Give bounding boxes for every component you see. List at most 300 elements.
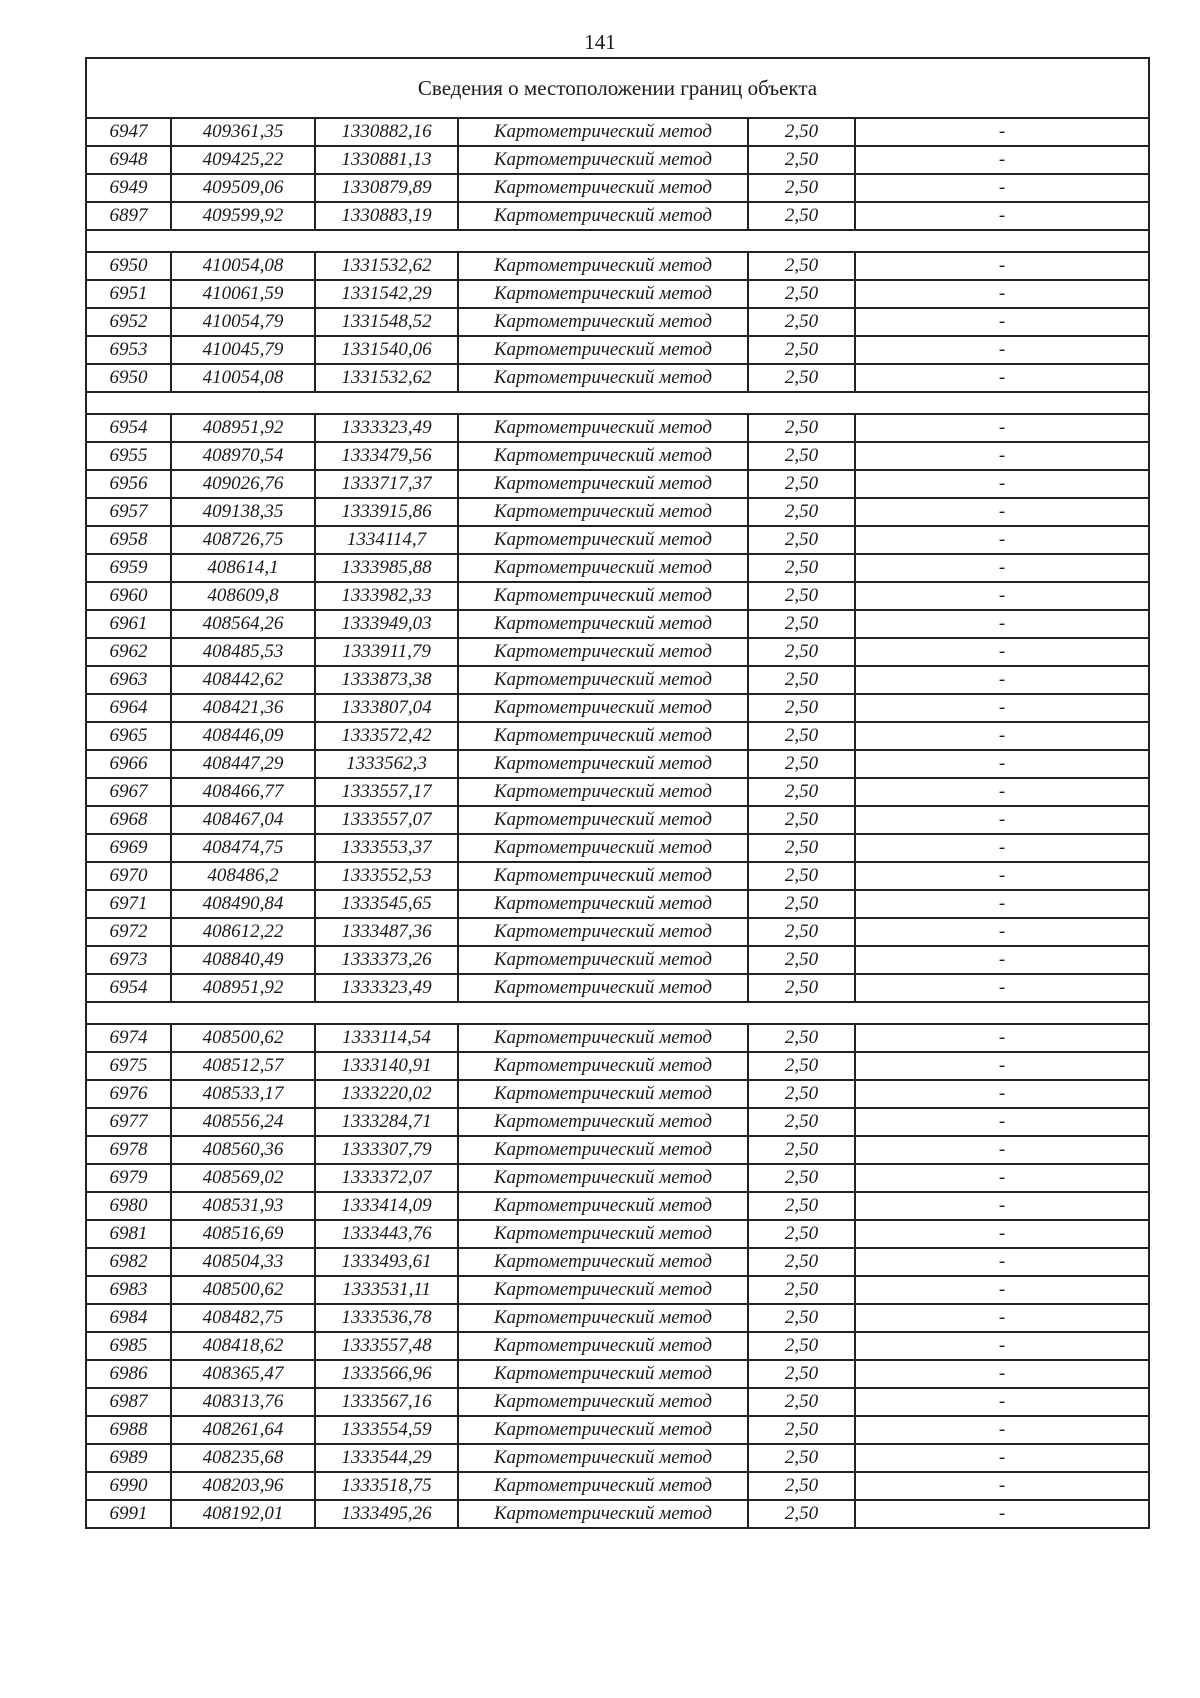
y-coordinate-cell: 1333557,48 (315, 1332, 458, 1360)
x-coordinate-cell: 410054,08 (171, 364, 315, 392)
point-number-cell: 6957 (86, 498, 171, 526)
table-row (86, 336, 1149, 364)
y-coordinate-cell: 1333114,54 (315, 1024, 458, 1052)
table-row (86, 414, 1149, 442)
x-coordinate-cell: 408531,93 (171, 1192, 315, 1220)
accuracy-cell: 2,50 (748, 202, 855, 230)
x-coordinate-cell: 408482,75 (171, 1304, 315, 1332)
accuracy-cell: 2,50 (748, 1304, 855, 1332)
y-coordinate-cell: 1333873,38 (315, 666, 458, 694)
y-coordinate-cell: 1333562,3 (315, 750, 458, 778)
accuracy-cell: 2,50 (748, 1192, 855, 1220)
x-coordinate-cell: 408442,62 (171, 666, 315, 694)
x-coordinate-cell: 408504,33 (171, 1248, 315, 1276)
accuracy-cell: 2,50 (748, 666, 855, 694)
accuracy-cell: 2,50 (748, 1108, 855, 1136)
method-cell: Картометрический метод (458, 1080, 748, 1108)
description-cell: - (855, 1304, 1149, 1332)
description-cell: - (855, 308, 1149, 336)
table-row (86, 308, 1149, 336)
x-coordinate-cell: 408467,04 (171, 806, 315, 834)
accuracy-cell: 2,50 (748, 974, 855, 1002)
table-row (86, 582, 1149, 610)
table-row (86, 1164, 1149, 1192)
x-coordinate-cell: 408418,62 (171, 1332, 315, 1360)
accuracy-cell: 2,50 (748, 1220, 855, 1248)
point-number-cell: 6962 (86, 638, 171, 666)
description-cell: - (855, 498, 1149, 526)
y-coordinate-cell: 1334114,7 (315, 526, 458, 554)
y-coordinate-cell: 1333531,11 (315, 1276, 458, 1304)
table-row (86, 526, 1149, 554)
table-body (86, 58, 1149, 1528)
y-coordinate-cell: 1333307,79 (315, 1136, 458, 1164)
table-row (86, 280, 1149, 308)
method-cell: Картометрический метод (458, 1192, 748, 1220)
point-number-cell: 6979 (86, 1164, 171, 1192)
method-cell: Картометрический метод (458, 610, 748, 638)
y-coordinate-cell: 1333553,37 (315, 834, 458, 862)
table-row (86, 974, 1149, 1002)
description-cell: - (855, 834, 1149, 862)
description-cell: - (855, 442, 1149, 470)
x-coordinate-cell: 408421,36 (171, 694, 315, 722)
table-row (86, 252, 1149, 280)
table-row (86, 694, 1149, 722)
method-cell: Картометрический метод (458, 146, 748, 174)
point-number-cell: 6980 (86, 1192, 171, 1220)
y-coordinate-cell: 1333572,42 (315, 722, 458, 750)
point-number-cell: 6960 (86, 582, 171, 610)
method-cell: Картометрический метод (458, 118, 748, 146)
accuracy-cell: 2,50 (748, 862, 855, 890)
description-cell: - (855, 1360, 1149, 1388)
point-number-cell: 6989 (86, 1444, 171, 1472)
method-cell: Картометрический метод (458, 1472, 748, 1500)
point-number-cell: 6987 (86, 1388, 171, 1416)
method-cell: Картометрический метод (458, 1444, 748, 1472)
x-coordinate-cell: 408486,2 (171, 862, 315, 890)
point-number-cell: 6958 (86, 526, 171, 554)
point-number-cell: 6981 (86, 1220, 171, 1248)
table-row (86, 946, 1149, 974)
table-row (86, 1248, 1149, 1276)
description-cell: - (855, 174, 1149, 202)
method-cell: Картометрический метод (458, 174, 748, 202)
method-cell: Картометрический метод (458, 1248, 748, 1276)
boundary-coordinates-table (85, 57, 1150, 1529)
x-coordinate-cell: 408533,17 (171, 1080, 315, 1108)
y-coordinate-cell: 1333140,91 (315, 1052, 458, 1080)
x-coordinate-cell: 408512,57 (171, 1052, 315, 1080)
method-cell: Картометрический метод (458, 498, 748, 526)
table-row (86, 364, 1149, 392)
table-row (86, 498, 1149, 526)
table-row (86, 1444, 1149, 1472)
y-coordinate-cell: 1333949,03 (315, 610, 458, 638)
method-cell: Картометрический метод (458, 862, 748, 890)
description-cell: - (855, 1276, 1149, 1304)
table-row (86, 778, 1149, 806)
table-row (86, 610, 1149, 638)
point-number-cell: 6952 (86, 308, 171, 336)
method-cell: Картометрический метод (458, 1164, 748, 1192)
x-coordinate-cell: 408569,02 (171, 1164, 315, 1192)
y-coordinate-cell: 1333493,61 (315, 1248, 458, 1276)
accuracy-cell: 2,50 (748, 582, 855, 610)
y-coordinate-cell: 1333373,26 (315, 946, 458, 974)
x-coordinate-cell: 408500,62 (171, 1276, 315, 1304)
x-coordinate-cell: 410054,79 (171, 308, 315, 336)
x-coordinate-cell: 410061,59 (171, 280, 315, 308)
accuracy-cell: 2,50 (748, 554, 855, 582)
table-title-row (86, 58, 1149, 118)
description-cell: - (855, 778, 1149, 806)
point-number-cell: 6991 (86, 1500, 171, 1528)
y-coordinate-cell: 1333323,49 (315, 974, 458, 1002)
y-coordinate-cell: 1333518,75 (315, 1472, 458, 1500)
point-number-cell: 6897 (86, 202, 171, 230)
method-cell: Картометрический метод (458, 778, 748, 806)
method-cell: Картометрический метод (458, 638, 748, 666)
x-coordinate-cell: 408564,26 (171, 610, 315, 638)
description-cell: - (855, 946, 1149, 974)
x-coordinate-cell: 408970,54 (171, 442, 315, 470)
x-coordinate-cell: 408614,1 (171, 554, 315, 582)
method-cell: Картометрический метод (458, 364, 748, 392)
method-cell: Картометрический метод (458, 582, 748, 610)
y-coordinate-cell: 1330881,13 (315, 146, 458, 174)
y-coordinate-cell: 1333487,36 (315, 918, 458, 946)
description-cell: - (855, 1472, 1149, 1500)
table-row (86, 1276, 1149, 1304)
accuracy-cell: 2,50 (748, 336, 855, 364)
contour-separator-row (86, 392, 1149, 414)
x-coordinate-cell: 408951,92 (171, 414, 315, 442)
x-coordinate-cell: 408313,76 (171, 1388, 315, 1416)
point-number-cell: 6951 (86, 280, 171, 308)
y-coordinate-cell: 1333284,71 (315, 1108, 458, 1136)
point-number-cell: 6966 (86, 750, 171, 778)
accuracy-cell: 2,50 (748, 1248, 855, 1276)
accuracy-cell: 2,50 (748, 252, 855, 280)
accuracy-cell: 2,50 (748, 1332, 855, 1360)
point-number-cell: 6972 (86, 918, 171, 946)
accuracy-cell: 2,50 (748, 498, 855, 526)
point-number-cell: 6983 (86, 1276, 171, 1304)
point-number-cell: 6955 (86, 442, 171, 470)
y-coordinate-cell: 1333554,59 (315, 1416, 458, 1444)
description-cell: - (855, 414, 1149, 442)
point-number-cell: 6982 (86, 1248, 171, 1276)
x-coordinate-cell: 408560,36 (171, 1136, 315, 1164)
separator-cell (86, 1002, 1149, 1024)
y-coordinate-cell: 1333536,78 (315, 1304, 458, 1332)
accuracy-cell: 2,50 (748, 946, 855, 974)
accuracy-cell: 2,50 (748, 118, 855, 146)
x-coordinate-cell: 408612,22 (171, 918, 315, 946)
table-row (86, 1052, 1149, 1080)
accuracy-cell: 2,50 (748, 280, 855, 308)
x-coordinate-cell: 408726,75 (171, 526, 315, 554)
point-number-cell: 6986 (86, 1360, 171, 1388)
y-coordinate-cell: 1333985,88 (315, 554, 458, 582)
x-coordinate-cell: 409026,76 (171, 470, 315, 498)
method-cell: Картометрический метод (458, 946, 748, 974)
y-coordinate-cell: 1333567,16 (315, 1388, 458, 1416)
description-cell: - (855, 1444, 1149, 1472)
point-number-cell: 6990 (86, 1472, 171, 1500)
y-coordinate-cell: 1333443,76 (315, 1220, 458, 1248)
table-row (86, 666, 1149, 694)
point-number-cell: 6985 (86, 1332, 171, 1360)
y-coordinate-cell: 1331548,52 (315, 308, 458, 336)
method-cell: Картометрический метод (458, 722, 748, 750)
accuracy-cell: 2,50 (748, 918, 855, 946)
table-row (86, 1500, 1149, 1528)
y-coordinate-cell: 1333479,56 (315, 442, 458, 470)
accuracy-cell: 2,50 (748, 1276, 855, 1304)
y-coordinate-cell: 1333552,53 (315, 862, 458, 890)
method-cell: Картометрический метод (458, 1052, 748, 1080)
y-coordinate-cell: 1331532,62 (315, 364, 458, 392)
method-cell: Картометрический метод (458, 1024, 748, 1052)
method-cell: Картометрический метод (458, 554, 748, 582)
description-cell: - (855, 336, 1149, 364)
table-row (86, 118, 1149, 146)
method-cell: Картометрический метод (458, 1388, 748, 1416)
point-number-cell: 6950 (86, 252, 171, 280)
description-cell: - (855, 118, 1149, 146)
x-coordinate-cell: 408490,84 (171, 890, 315, 918)
accuracy-cell: 2,50 (748, 610, 855, 638)
x-coordinate-cell: 408446,09 (171, 722, 315, 750)
accuracy-cell: 2,50 (748, 1024, 855, 1052)
method-cell: Картометрический метод (458, 694, 748, 722)
description-cell: - (855, 722, 1149, 750)
y-coordinate-cell: 1333220,02 (315, 1080, 458, 1108)
method-cell: Картометрический метод (458, 442, 748, 470)
point-number-cell: 6964 (86, 694, 171, 722)
point-number-cell: 6956 (86, 470, 171, 498)
description-cell: - (855, 554, 1149, 582)
table-row (86, 638, 1149, 666)
accuracy-cell: 2,50 (748, 722, 855, 750)
point-number-cell: 6949 (86, 174, 171, 202)
accuracy-cell: 2,50 (748, 694, 855, 722)
method-cell: Картометрический метод (458, 252, 748, 280)
description-cell: - (855, 666, 1149, 694)
accuracy-cell: 2,50 (748, 1164, 855, 1192)
point-number-cell: 6973 (86, 946, 171, 974)
table-row (86, 1080, 1149, 1108)
x-coordinate-cell: 408365,47 (171, 1360, 315, 1388)
method-cell: Картометрический метод (458, 1108, 748, 1136)
accuracy-cell: 2,50 (748, 470, 855, 498)
point-number-cell: 6967 (86, 778, 171, 806)
accuracy-cell: 2,50 (748, 146, 855, 174)
method-cell: Картометрический метод (458, 806, 748, 834)
table-row (86, 1024, 1149, 1052)
y-coordinate-cell: 1331542,29 (315, 280, 458, 308)
table-row (86, 1220, 1149, 1248)
table-row (86, 750, 1149, 778)
table-row (86, 1192, 1149, 1220)
accuracy-cell: 2,50 (748, 442, 855, 470)
method-cell: Картометрический метод (458, 750, 748, 778)
y-coordinate-cell: 1330882,16 (315, 118, 458, 146)
table-row (86, 1332, 1149, 1360)
method-cell: Картометрический метод (458, 1220, 748, 1248)
table-row (86, 890, 1149, 918)
point-number-cell: 6976 (86, 1080, 171, 1108)
description-cell: - (855, 1108, 1149, 1136)
method-cell: Картометрический метод (458, 1332, 748, 1360)
point-number-cell: 6978 (86, 1136, 171, 1164)
accuracy-cell: 2,50 (748, 1416, 855, 1444)
table-row (86, 442, 1149, 470)
y-coordinate-cell: 1333717,37 (315, 470, 458, 498)
point-number-cell: 6953 (86, 336, 171, 364)
contour-separator-row (86, 1002, 1149, 1024)
x-coordinate-cell: 409138,35 (171, 498, 315, 526)
accuracy-cell: 2,50 (748, 414, 855, 442)
x-coordinate-cell: 409361,35 (171, 118, 315, 146)
accuracy-cell: 2,50 (748, 308, 855, 336)
x-coordinate-cell: 408609,8 (171, 582, 315, 610)
description-cell: - (855, 1388, 1149, 1416)
table-row (86, 554, 1149, 582)
description-cell: - (855, 862, 1149, 890)
table-row (86, 174, 1149, 202)
separator-cell (86, 230, 1149, 252)
accuracy-cell: 2,50 (748, 778, 855, 806)
method-cell: Картометрический метод (458, 414, 748, 442)
table-row (86, 1388, 1149, 1416)
accuracy-cell: 2,50 (748, 1472, 855, 1500)
method-cell: Картометрический метод (458, 470, 748, 498)
method-cell: Картометрический метод (458, 666, 748, 694)
x-coordinate-cell: 409425,22 (171, 146, 315, 174)
description-cell: - (855, 1164, 1149, 1192)
table-row (86, 1136, 1149, 1164)
x-coordinate-cell: 409509,06 (171, 174, 315, 202)
method-cell: Картометрический метод (458, 1416, 748, 1444)
table-row (86, 470, 1149, 498)
method-cell: Картометрический метод (458, 336, 748, 364)
method-cell: Картометрический метод (458, 834, 748, 862)
y-coordinate-cell: 1333323,49 (315, 414, 458, 442)
point-number-cell: 6988 (86, 1416, 171, 1444)
x-coordinate-cell: 408466,77 (171, 778, 315, 806)
description-cell: - (855, 280, 1149, 308)
accuracy-cell: 2,50 (748, 750, 855, 778)
y-coordinate-cell: 1333915,86 (315, 498, 458, 526)
method-cell: Картометрический метод (458, 1304, 748, 1332)
accuracy-cell: 2,50 (748, 364, 855, 392)
description-cell: - (855, 526, 1149, 554)
description-cell: - (855, 1500, 1149, 1528)
y-coordinate-cell: 1333982,33 (315, 582, 458, 610)
accuracy-cell: 2,50 (748, 1388, 855, 1416)
method-cell: Картометрический метод (458, 280, 748, 308)
method-cell: Картометрический метод (458, 1500, 748, 1528)
y-coordinate-cell: 1333911,79 (315, 638, 458, 666)
table-row (86, 1472, 1149, 1500)
x-coordinate-cell: 408235,68 (171, 1444, 315, 1472)
point-number-cell: 6975 (86, 1052, 171, 1080)
description-cell: - (855, 610, 1149, 638)
accuracy-cell: 2,50 (748, 1136, 855, 1164)
table-row (86, 1416, 1149, 1444)
y-coordinate-cell: 1333807,04 (315, 694, 458, 722)
table-row (86, 146, 1149, 174)
description-cell: - (855, 694, 1149, 722)
description-cell: - (855, 1192, 1149, 1220)
accuracy-cell: 2,50 (748, 638, 855, 666)
method-cell: Картометрический метод (458, 974, 748, 1002)
y-coordinate-cell: 1333545,65 (315, 890, 458, 918)
table-row (86, 202, 1149, 230)
accuracy-cell: 2,50 (748, 1444, 855, 1472)
x-coordinate-cell: 408516,69 (171, 1220, 315, 1248)
description-cell: - (855, 582, 1149, 610)
table-row (86, 1360, 1149, 1388)
page-number: 141 (584, 30, 616, 54)
point-number-cell: 6984 (86, 1304, 171, 1332)
table-row (86, 1304, 1149, 1332)
point-number-cell: 6954 (86, 414, 171, 442)
description-cell: - (855, 1332, 1149, 1360)
description-cell: - (855, 750, 1149, 778)
description-cell: - (855, 1248, 1149, 1276)
table-row (86, 918, 1149, 946)
point-number-cell: 6977 (86, 1108, 171, 1136)
x-coordinate-cell: 410054,08 (171, 252, 315, 280)
point-number-cell: 6963 (86, 666, 171, 694)
description-cell: - (855, 890, 1149, 918)
y-coordinate-cell: 1333557,07 (315, 806, 458, 834)
point-number-cell: 6965 (86, 722, 171, 750)
description-cell: - (855, 1136, 1149, 1164)
x-coordinate-cell: 408556,24 (171, 1108, 315, 1136)
point-number-cell: 6971 (86, 890, 171, 918)
accuracy-cell: 2,50 (748, 526, 855, 554)
x-coordinate-cell: 408840,49 (171, 946, 315, 974)
method-cell: Картометрический метод (458, 1276, 748, 1304)
y-coordinate-cell: 1331532,62 (315, 252, 458, 280)
point-number-cell: 6968 (86, 806, 171, 834)
description-cell: - (855, 638, 1149, 666)
description-cell: - (855, 1416, 1149, 1444)
description-cell: - (855, 1024, 1149, 1052)
method-cell: Картометрический метод (458, 1136, 748, 1164)
x-coordinate-cell: 408474,75 (171, 834, 315, 862)
point-number-cell: 6970 (86, 862, 171, 890)
x-coordinate-cell: 410045,79 (171, 336, 315, 364)
table-row (86, 722, 1149, 750)
y-coordinate-cell: 1333414,09 (315, 1192, 458, 1220)
x-coordinate-cell: 408500,62 (171, 1024, 315, 1052)
accuracy-cell: 2,50 (748, 1080, 855, 1108)
point-number-cell: 6947 (86, 118, 171, 146)
accuracy-cell: 2,50 (748, 806, 855, 834)
y-coordinate-cell: 1333557,17 (315, 778, 458, 806)
x-coordinate-cell: 408192,01 (171, 1500, 315, 1528)
method-cell: Картометрический метод (458, 202, 748, 230)
description-cell: - (855, 918, 1149, 946)
table-row (86, 862, 1149, 890)
